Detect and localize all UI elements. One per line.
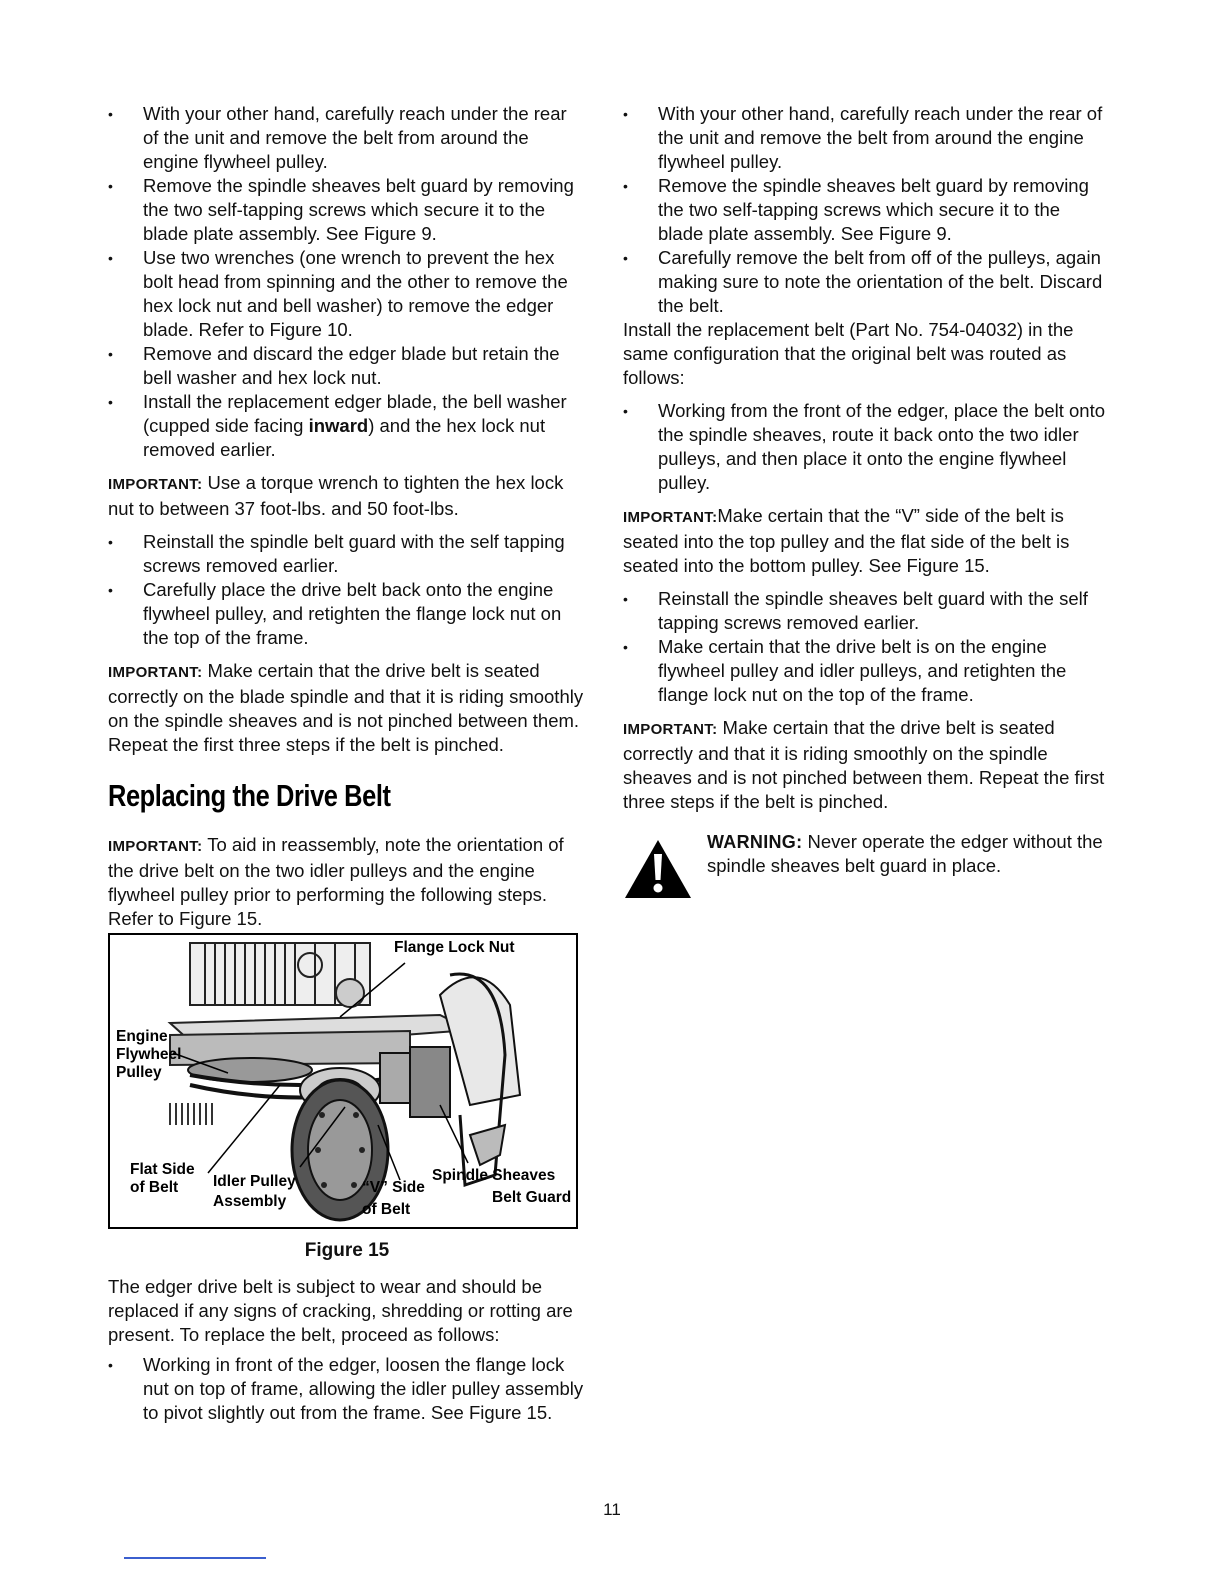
label-pulley: Pulley [116, 1064, 162, 1081]
label-flat-side: Flat Side [130, 1161, 195, 1178]
list-item: • Remove and discard the edger blade but retain the bell washer and hex lock nut. [108, 342, 586, 390]
important-note: IMPORTANT: Make certain that the drive belt is seated correctly and that it is riding smoothly on the spindle sheaves and is not pinched between them. Repeat the first three steps if the belt is pinched. [623, 717, 1105, 812]
right-column [623, 102, 1107, 878]
label-of-belt-v: of Belt [362, 1201, 411, 1218]
list-item: • Carefully remove the belt from off of the pulleys, again making sure to note the orientation of the belt. Discard the belt. [623, 246, 1107, 318]
label-of-belt: of Belt [130, 1179, 179, 1196]
list-item: • Remove the spindle sheaves belt guard by removing the two self-tapping screws which secure it to the blade plate assembly. See Figure 9. [623, 174, 1107, 246]
left-column [108, 102, 586, 1425]
bullet-list [623, 399, 1107, 495]
label-assembly: Assembly [213, 1193, 287, 1210]
warning-text: WARNING: Never operate the edger without the spindle sheaves belt guard in place. [707, 831, 1103, 876]
list-item: • Use two wrenches (one wrench to prevent the hex bolt head from spinning and the other to remove the hex lock nut and bell washer) to remove the edger blade. Refer to Figure 10. [108, 246, 586, 342]
bullet-list [108, 530, 586, 650]
label-belt-guard: Belt Guard [492, 1189, 572, 1206]
bullet-list [108, 1353, 586, 1425]
list-item: • Reinstall the spindle belt guard with the self tapping screws removed earlier. [108, 530, 586, 578]
important-note: IMPORTANT: Use a torque wrench to tighten the hex lock nut to between 37 foot-lbs. and 50 foot-lbs. [108, 472, 564, 519]
warning-triangle-icon [623, 838, 693, 906]
label-v-side: “V” Side [362, 1179, 425, 1196]
warning-box [623, 830, 1107, 878]
figure-15-illustration [108, 933, 578, 1229]
label-flywheel: Flywheel [116, 1046, 182, 1063]
bullet-list [623, 587, 1107, 707]
section-heading: Replacing the Drive Belt [108, 778, 391, 813]
bullet-list [623, 102, 1107, 318]
page-number: 11 [603, 1500, 621, 1519]
list-item: • Carefully place the drive belt back onto the engine flywheel pulley, and retighten the flange lock nut on the top of the frame. [108, 578, 586, 650]
list-item: • Working from the front of the edger, place the belt onto the spindle sheaves, route it back onto the two idler pulleys, and then place it onto the engine flywheel pulley. [623, 399, 1107, 495]
label-flange-lock-nut: Flange Lock Nut [394, 939, 515, 956]
list-item: • With your other hand, carefully reach under the rear of the unit and remove the belt from around the engine flywheel pulley. [108, 102, 586, 174]
footer-rule [124, 1557, 266, 1559]
body-paragraph: The edger drive belt is subject to wear and should be replaced if any signs of cracking, shredding or rotting are present. To replace the belt, proceed as follows: [108, 1276, 573, 1345]
list-item: • Install the replacement edger blade, the bell washer (cupped side facing inward) and the hex lock nut removed earlier. [108, 390, 586, 462]
figure-caption: Figure 15 [304, 1240, 390, 1261]
important-note: IMPORTANT:Make certain that the “V” side of the belt is seated into the top pulley and the flat side of the belt is seated into the bottom pulley. See Figure 15. [623, 505, 1070, 576]
list-item: • Make certain that the drive belt is on the engine flywheel pulley and idler pulleys, and retighten the flange lock nut on the top of the frame. [623, 635, 1107, 707]
list-item: • Working in front of the edger, loosen the flange lock nut on top of frame, allowing the idler pulley assembly to pivot slightly out from the frame. See Figure 15. [108, 1353, 586, 1425]
body-paragraph: Install the replacement belt (Part No. 754-04032) in the same configuration that the original belt was routed as follows: [623, 319, 1074, 388]
list-item: • With your other hand, carefully reach under the rear of the unit and remove the belt from around the engine flywheel pulley. [623, 102, 1107, 174]
list-item: • Reinstall the spindle sheaves belt guard with the self tapping screws removed earlier. [623, 587, 1107, 635]
label-idler-pulley: Idler Pulley [213, 1173, 296, 1190]
label-spindle-sheaves: Spindle Sheaves [432, 1167, 556, 1184]
label-engine: Engine [116, 1028, 168, 1045]
important-note: IMPORTANT: To aid in reassembly, note the orientation of the drive belt on the two idler pulleys and the engine flywheel pulley prior to performing the following steps. Refer to Figure 15. [108, 834, 564, 929]
list-item: • Remove the spindle sheaves belt guard by removing the two self-tapping screws which secure it to the blade plate assembly. See Figure 9. [108, 174, 586, 246]
bold-text: inward [308, 415, 369, 436]
important-note: IMPORTANT: Make certain that the drive belt is seated correctly on the blade spindle and that it is riding smoothly on the spindle sheaves and is not pinched between them. Repeat the first three steps if the belt is pinched. [108, 660, 584, 755]
bullet-list [108, 102, 586, 462]
